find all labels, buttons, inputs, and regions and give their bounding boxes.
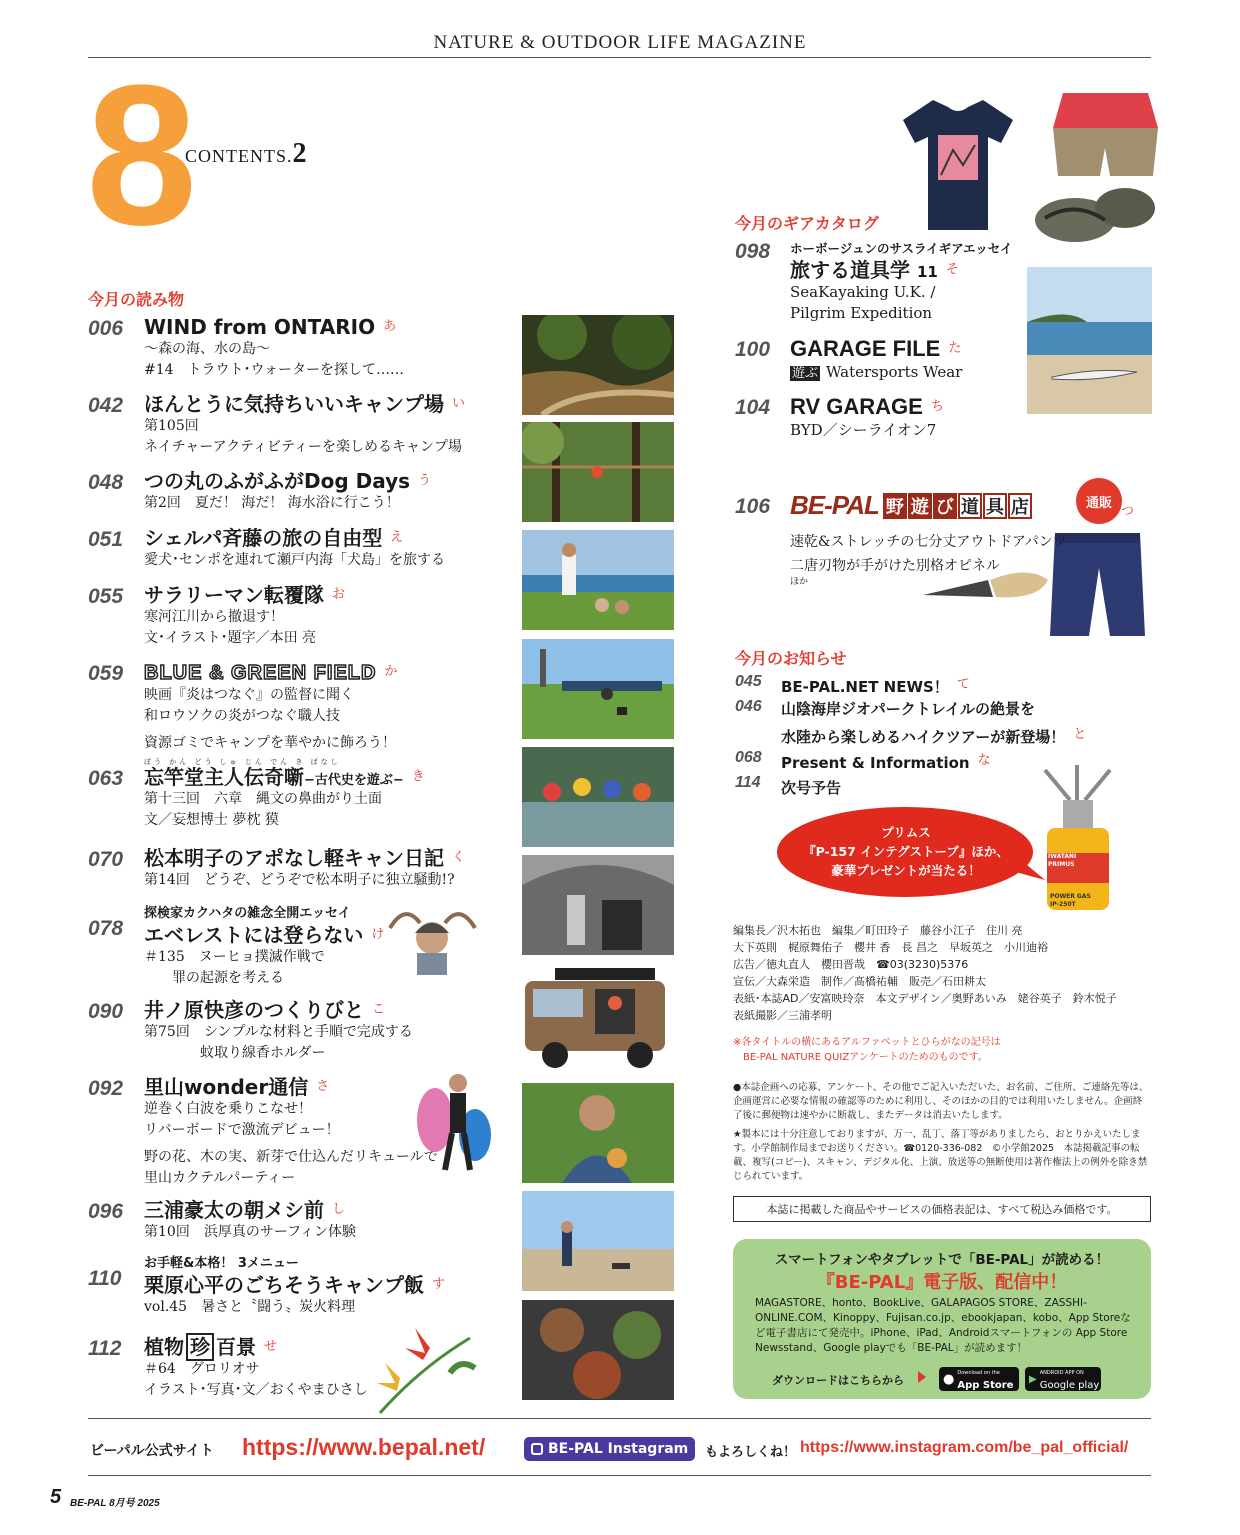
gloriosa-illustration <box>370 1318 480 1418</box>
entry-subline: 〜森の海、水の島〜 <box>144 341 270 357</box>
entry-subline: 逆巻く白波を乗りこなせ！ <box>144 1101 312 1117</box>
apple-icon: ● <box>943 1371 955 1387</box>
staff-line: 表紙撮影／三浦孝明 <box>733 1009 832 1022</box>
entry-kana: う <box>418 473 432 488</box>
shop-hoka: ほか <box>790 577 809 587</box>
entry-kana: さ <box>316 1079 330 1094</box>
entry-title: 井ノ原快彦のつくりびと $^こ$ <box>144 998 386 1022</box>
shop-char: 野 <box>883 493 907 519</box>
staff-line: 広告／徳丸直人 櫻田晋哉 ☎03(3230)5376 <box>733 958 969 971</box>
read-entry[interactable] <box>144 1198 356 1243</box>
entry-title: つの丸のふがふがDog Days $^う$ <box>144 469 432 493</box>
news-num: 068 <box>735 749 762 766</box>
explorer-illustration <box>385 903 480 978</box>
entry-num: 110 <box>88 1267 122 1290</box>
app-store-button[interactable]: ● Download on the App Store <box>939 1367 1019 1391</box>
footer-rule-bottom <box>88 1475 1151 1476</box>
staff-line: 編集長／沢木拓也 編集／町田玲子 藤谷小江子 住川 亮 <box>733 924 1023 937</box>
entry-num: 042 <box>88 394 124 417</box>
shop-line-2: 二唐刃物が手がけた別格オピネル <box>790 558 1000 574</box>
entry-subline: 第10回 浜厚真のサーフィン体験 <box>144 1224 356 1240</box>
read-entry[interactable] <box>144 846 465 891</box>
news-title-2: 水陸から楽しめるハイクツアーが新登場！ と <box>781 727 1087 746</box>
camper-van-photo <box>515 963 675 1073</box>
entry-kana: け <box>371 927 385 942</box>
read-entry[interactable] <box>144 660 397 754</box>
gear-subline: Pilgrim Expedition <box>790 304 933 322</box>
ebook-line-1: スマートフォンやタブレットで「BE-PAL」が読める！ <box>774 1252 1110 1268</box>
entry-subline: #14 トラウト･ウォーターを探して…… <box>144 362 404 378</box>
pit-house-photo <box>522 855 674 955</box>
entry-num: 092 <box>88 1077 124 1100</box>
entry-num: 055 <box>88 585 124 608</box>
entry-pre: お手軽&本格！ 3メニュー <box>144 1256 299 1271</box>
gear-num: 104 <box>735 396 771 419</box>
entry-num: 090 <box>88 1000 124 1023</box>
entry-num: 006 <box>88 317 124 340</box>
green-field-photo <box>522 639 674 739</box>
header-rule <box>88 57 1151 58</box>
sandals-photo <box>1030 180 1155 250</box>
shop-char: び <box>933 493 957 519</box>
instagram-icon <box>531 1443 543 1455</box>
entry-num: 112 <box>88 1337 122 1360</box>
tax-note-box: 本誌に掲載した商品やサービスの価格表記は、すべて税込み価格です。 <box>733 1196 1151 1222</box>
news-title: 次号予告 <box>781 779 842 797</box>
gear-title: GARAGE FILE た <box>790 336 962 361</box>
entry-subline: 文･イラスト･題字／本田 亮 <box>144 630 317 646</box>
instagram-url-link[interactable]: https://www.instagram.com/be_pal_official/ <box>800 1439 1129 1456</box>
entry-title: 里山wonder通信 $^さ$ <box>144 1075 330 1099</box>
news-title: Present & Information な <box>781 753 991 772</box>
news-num: 046 <box>735 698 762 715</box>
seaside-dogs-photo <box>522 530 674 630</box>
entry-title: 栗原心平のごちそうキャンプ飯 $^す$ <box>144 1273 446 1297</box>
satoyama-cocktail-photo <box>522 1083 674 1183</box>
shop-char: 店 <box>1008 493 1032 519</box>
site-label: ビーパル公式サイト <box>90 1443 214 1459</box>
entry-pre: 探検家カクハタの雑念全開エッセイ <box>144 906 351 921</box>
gas-label: IWATANI PRIMUS <box>1048 853 1077 868</box>
news-title: BE-PAL.NET NEWS！ て <box>781 677 970 696</box>
shop-char: 道 <box>958 493 982 519</box>
read-entry[interactable] <box>144 905 384 989</box>
entry-num: 063 <box>88 767 124 790</box>
read-entry[interactable] <box>144 526 445 571</box>
read-entry[interactable] <box>144 758 425 831</box>
entry-subline: 愛犬･センポを連れて瀬戸内海「犬島」を旅する <box>144 552 445 568</box>
shop-name-chars <box>883 493 1033 519</box>
news-entry[interactable] <box>781 672 970 700</box>
news-num: 114 <box>735 774 761 791</box>
shorts-photo <box>1048 88 1163 183</box>
entry-kana: く <box>452 850 466 865</box>
forest-stream-photo <box>522 315 674 415</box>
gear-subline: BYD／シーライオン7 <box>790 421 937 439</box>
staff-credits <box>733 922 1117 1024</box>
grilled-food-photo <box>522 1300 674 1400</box>
entry-title: シェルパ斉藤の旅の自由型 $^え$ <box>144 526 404 550</box>
contents-heading: CONTENTS.2 <box>185 138 308 169</box>
entry-kana: こ <box>372 1002 386 1017</box>
news-section-title: 今月のお知らせ <box>735 649 847 668</box>
gear-num: 100 <box>735 338 771 361</box>
entry-title: 松本明子のアポなし軽キャン日記 $^く$ <box>144 846 466 870</box>
entry-subline: イラスト･写真･文／おくやまひさし <box>144 1382 368 1398</box>
entry-title: エベレストには登らない $^け$ <box>144 923 385 947</box>
shop-char: 遊 <box>908 493 932 519</box>
news-num: 045 <box>735 673 762 690</box>
download-arrow-icon <box>918 1371 926 1383</box>
google-play-button[interactable]: ▶ ANDROID APP ON Google play <box>1025 1367 1101 1391</box>
entry-kana: し <box>332 1202 346 1217</box>
entry-subline: 映画『炎はつなぐ』の監督に聞く <box>144 687 354 703</box>
staff-line: 大下英則 梶原舞佑子 櫻井 香 長 昌之 早坂英之 小川迪裕 <box>733 941 1048 954</box>
riverboard-illustration <box>410 1065 500 1180</box>
news-entry[interactable] <box>781 773 849 801</box>
mail-order-badge: 通販 <box>1076 478 1122 524</box>
read-entry[interactable] <box>144 315 404 381</box>
shop-kana: つ <box>1121 504 1135 519</box>
rafting-group-photo <box>522 747 674 847</box>
quiz-note: ※各タイトルの横にあるアルファベットとひらがなの記号は BE-PAL NATURE QUIZアンケートのためのものです。 <box>733 1037 1001 1063</box>
entry-kana: え <box>390 530 404 545</box>
entry-ruby: ぼう かん どう しゅ じん でん き ばなし <box>144 758 341 766</box>
entry-subline: 和ロウソクの炎がつなぐ職人技 <box>144 708 340 724</box>
entry-kana: あ <box>383 319 397 334</box>
entry-title: WIND from ONTARIO $^あ$ <box>144 315 397 339</box>
entry-kana: す <box>432 1277 446 1292</box>
shop-title <box>790 490 1033 521</box>
entry-subline: vol.45 暑さと〝闘う〟炭火料理 <box>144 1299 356 1315</box>
gear-title: 旅する道具学 11 $^そ$ <box>790 258 959 282</box>
present-bubble-text: プリムス 『P-157 インテグストーブ』ほか、 豪華プレゼントが当たる！ <box>803 825 1009 878</box>
read-entry[interactable] <box>144 469 431 514</box>
gear-title: RV GARAGE ち <box>790 394 944 419</box>
gear-entry[interactable] <box>790 336 962 384</box>
read-entry[interactable] <box>144 1075 438 1189</box>
news-title: 山陰海岸ジオパークトレイルの絶景を <box>781 700 1035 718</box>
insta-text: もよろしくね！ <box>705 1445 797 1460</box>
entry-subline: 文／妄想博士 夢枕 獏 <box>144 812 279 828</box>
entry-subline: 野の花、木の実、新芽で仕込んだリキュールで <box>144 1149 438 1165</box>
entry-subline: 第十三回 六章 縄文の鼻曲がり土面 <box>144 791 382 807</box>
entry-num: 096 <box>88 1200 124 1223</box>
entry-subline: ＃135 ヌーヒョ撲滅作戦で <box>144 949 325 965</box>
read-entry[interactable] <box>144 1255 445 1318</box>
entry-kana: い <box>452 396 466 411</box>
magazine-tagline: NATURE & OUTDOOR LIFE MAGAZINE <box>433 32 807 53</box>
bepal-logo: BE-PAL <box>790 490 879 520</box>
entry-title: BLUE & GREEN FIELD $^か$ <box>144 662 398 684</box>
entry-subline: 資源ゴミでキャンプを華やかに飾ろう！ <box>144 735 396 751</box>
entry-title: 植物 珍 百景 $^せ$ <box>144 1335 278 1359</box>
news-kana: と <box>1073 727 1087 742</box>
entry-subline: 蚊取り線香ホルダー <box>144 1045 326 1061</box>
gear-kana: ち <box>930 398 944 413</box>
news-entry[interactable] <box>781 697 1086 750</box>
entry-title: 忘竿堂主人伝奇噺−古代史を遊ぶ− $^き$ <box>144 765 425 789</box>
entry-title: サラリーマン転覆隊 $^お$ <box>144 583 346 607</box>
shop-num: 106 <box>735 495 771 518</box>
play-tag: 遊ぶ <box>792 366 819 381</box>
entry-num: 070 <box>88 848 124 871</box>
shop-line-1: 速乾&ストレッチの七分丈アウトドアパンツ <box>790 534 1067 550</box>
entry-title: 三浦豪太の朝メシ前 $^し$ <box>144 1198 346 1222</box>
read-entry[interactable] <box>144 998 413 1064</box>
entry-num: 059 <box>88 662 124 685</box>
gear-num: 098 <box>735 240 771 263</box>
ebook-line-2: 『BE-PAL』電子版、配信中！ <box>816 1272 1068 1293</box>
staff-line: 表紙･本誌AD／安富映玲奈 本文デザイン／奥野あいみ 姥谷英子 鈴木悦子 <box>733 992 1117 1005</box>
gear-subline: SeaKayaking U.K. / <box>790 283 936 301</box>
entry-subline: 第105回 <box>144 418 199 434</box>
ebook-body: MAGASTORE、honto、BookLive、GALAPAGOS STORE、ZASSHI-ONLINE.COM、Kinoppy、Fujisan.co.jp、ebookjapan、kobo、App Storeなど電子書店にて発売中。iPhone、iPad、Androidスマートフォンの App Store Newsstand、Google playでも「BE-PAL」が読めます！ <box>755 1297 1131 1354</box>
issue-number: 8 <box>86 44 194 267</box>
shop-char: 具 <box>983 493 1007 519</box>
privacy-note: ●本誌企画への応募、アンケート、その他でご記入いただいた、お名前、ご住所、ご連絡先等は、企画運営に必要な情報の確認等のために利用し、そのほかの目的では利用いたしません。企画終了後に郵便物は速やかに断裁し、またデータは消去いたします。 <box>733 1082 1149 1121</box>
entry-subline: 寒河江川から撤退す！ <box>144 609 284 625</box>
copyright-note: ★製本には十分注意しておりますが、万一、乱丁、落丁等がありましたら、おとりかえいたします。小学館制作局までお送りください。☎0120-336-082 ©小学館2025 本誌掲載記事の転載、複写(コピー)、スキャン、デジタル化、上演、放送等の無断使用は著作権法上の例外を除き禁じられています。 <box>733 1129 1148 1182</box>
gear-kana: た <box>948 340 962 355</box>
entry-num: 051 <box>88 528 124 551</box>
entry-kana: き <box>411 769 425 784</box>
entry-title: ほんとうに気持ちいいキャンプ場 $^い$ <box>144 392 466 416</box>
beach-surfing-photo <box>522 1191 674 1291</box>
gear-kana: そ <box>945 262 959 277</box>
entry-kana: せ <box>264 1339 278 1354</box>
entry-subline: 第2回 夏だ！ 海だ！ 海水浴に行こう！ <box>144 495 400 511</box>
reads-section-title: 今月の読み物 <box>88 290 185 309</box>
gear-entry[interactable] <box>790 394 944 441</box>
site-url-link[interactable]: https://www.bepal.net/ <box>242 1434 486 1460</box>
entry-subline: 罪の起源を考える <box>144 970 284 986</box>
read-entry[interactable] <box>144 1335 368 1401</box>
entry-subline: ネイチャーアクティビティーを楽しめるキャンプ場 <box>144 439 462 455</box>
news-kana: て <box>956 677 970 692</box>
gear-entry[interactable] <box>790 240 1012 324</box>
issue-label: BE-PAL 8月号 2025 <box>70 1498 160 1509</box>
entry-kana: か <box>384 664 398 679</box>
download-label: ダウンロードはこちらから <box>772 1374 904 1387</box>
staff-line: 宣伝／大森栄造 制作／髙橋祐輔 販売／石田耕太 <box>733 975 986 988</box>
entry-subline: 第14回 どうぞ、どうぞで松本明子に独立騒動!? <box>144 872 455 888</box>
entry-subline: ＃64 グロリオサ <box>144 1361 260 1377</box>
gear-pre: ホーボージュンのサスライギアエッセイ <box>790 241 1013 256</box>
news-entry[interactable] <box>781 748 991 776</box>
instagram-badge[interactable]: BE-PAL Instagram <box>524 1437 695 1461</box>
page-number: 5 <box>50 1486 62 1508</box>
read-entry[interactable] <box>144 583 345 649</box>
entry-num: 048 <box>88 471 124 494</box>
entry-subline: 第75回 シンプルな材料と手順で完成する <box>144 1024 413 1040</box>
entry-kana: お <box>332 587 346 602</box>
entry-subline: リバーボードで激流デビュー！ <box>144 1122 340 1138</box>
read-entry[interactable] <box>144 392 465 458</box>
entry-subline: 里山カクテルパーティー <box>144 1170 296 1186</box>
entry-num: 078 <box>88 917 124 940</box>
forest-activity-photo <box>522 422 674 522</box>
news-kana: な <box>977 753 991 768</box>
sea-kayak-photo <box>1027 267 1152 414</box>
gear-section-title: 今月のギアカタログ <box>735 214 879 233</box>
gear-subline: 遊ぶ Watersports Wear <box>792 363 963 381</box>
play-icon: ▶ <box>1029 1373 1037 1385</box>
tshirt-photo <box>893 95 1023 235</box>
footer-rule-top <box>88 1418 1151 1419</box>
gas-label-2: POWER GAS IP-250T <box>1050 893 1091 908</box>
